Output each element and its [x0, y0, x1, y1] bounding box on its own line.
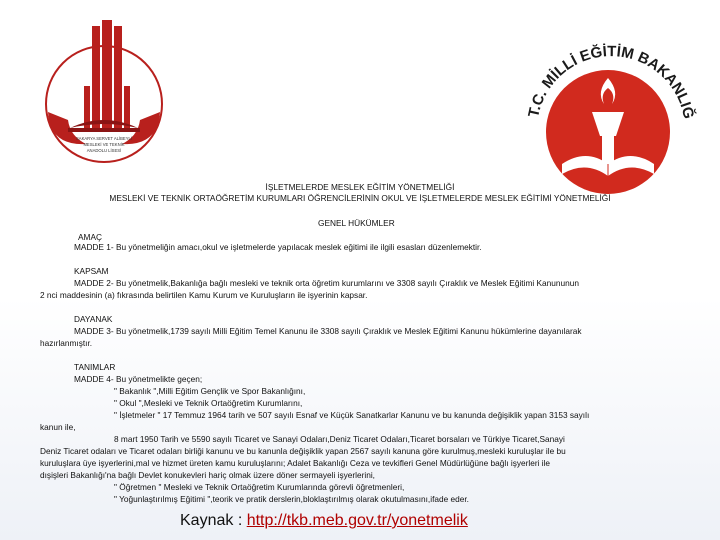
tanim-item: " Yoğunlaştırılmış Eğitimi ",teorik ve pratik derslerin,bloklaştırılmış olarak okutulmasını,ifade eder.	[114, 494, 469, 504]
dayanak-line2: hazırlanmıştır.	[40, 338, 93, 348]
source-label: Kaynak :	[180, 512, 247, 529]
document-title: İŞLETMELERDE MESLEK EĞİTİM YÖNETMELİĞİ	[265, 182, 455, 192]
tanim-item: " İşletmeler " 17 Temmuz 1964 tarih ve 507 sayılı Esnaf ve Küçük Sanatkarlar Kanunu ve bu kanunda değişiklik yapan 3153 sayılı	[114, 410, 590, 420]
tanim-paragraph-line: 8 mart 1950 Tarih ve 5590 sayılı Ticaret ve Sanayi Odaları,Deniz Ticaret Odaları,Ticaret borsaları ve Türkiye Ticaret,Sanayi	[114, 434, 565, 444]
dayanak-heading: DAYANAK	[74, 314, 113, 324]
school-logo-line1: SAKARYA SERVET ALİBEYLİ	[75, 136, 133, 141]
amac-text: MADDE 1- Bu yönetmeliğin amacı,okul ve işletmelerde yapılacak meslek eğitimi ile ilgili esasları düzenlemektir.	[74, 242, 482, 252]
school-logo-line2: MESLEKİ VE TEKNİK	[83, 142, 125, 147]
school-logo-line3: ANADOLU LİSESİ	[86, 148, 122, 153]
source-line	[180, 512, 468, 530]
kapsam-heading: KAPSAM	[74, 266, 109, 276]
meb-logo	[516, 14, 706, 196]
kapsam-line1: MADDE 2- Bu yönetmelik,Bakanlığa bağlı mesleki ve teknik orta öğretim kurumlarını ve 3308 sayılı Çıraklık ve Meslek Eğitimi Kanununun	[74, 278, 579, 288]
amac-heading: AMAÇ	[78, 232, 102, 242]
tanim-item: " Bakanlık ",Milli Eğitim Gençlik ve Spor Bakanlığını,	[114, 386, 306, 396]
tanimlar-heading: TANIMLAR	[74, 362, 116, 372]
meb-logo-ring-text: T.C. MİLLİ EĞİTİM BAKANLIĞ	[525, 43, 698, 121]
tanim-item: " Okul ",Mesleki ve Teknik Ortaöğretim Kurumlarını,	[114, 398, 303, 408]
tanim-paragraph-line: kuruluşlara üye işyerlerini,mal ve hizmet üreten kamu kuruluşlarını; Adalet Bakanlığı Ceza ve tevkifleri Genel Müdürlüğüne bağlı işyerleri ile	[40, 458, 551, 468]
source-link[interactable]: http://tkb.meb.gov.tr/yonetmelik	[246, 512, 468, 529]
tanim-paragraph-line: dışişleri Bakanlığı'na bağlı Devlet konukevleri hariç olmak üzere döner sermayeli işyerlerini,	[40, 470, 375, 480]
kapsam-line2: 2 nci maddesinin (a) fıkrasında belirtilen Kamu Kurum ve Kuruluşların ile işyerinin kapsar.	[40, 290, 368, 300]
tanim-item: " Öğretmen " Mesleki ve Teknik Ortaöğretim Kurumlarında görevli öğretmenleri,	[114, 482, 405, 492]
kanun-ile-text: kanun ile,	[40, 422, 76, 432]
tanim-paragraph-line: Deniz Ticaret odaları ve Ticaret odaları birliği kanunu ve bu kanunla değişiklik yapan 2567 sayılı kanuna göre kurulmuş,mesleki kuruluşlar ile bu	[40, 446, 566, 456]
section-title: GENEL HÜKÜMLER	[318, 218, 395, 228]
document-subtitle: MESLEKİ VE TEKNİK ORTAÖĞRETİM KURUMLARI ÖĞRENCİLERİNİN OKUL VE İŞLETMELERDE MESLEK EĞİTİMİ YÖNETMELİĞİ	[109, 193, 611, 203]
school-logo	[40, 16, 168, 186]
dayanak-line1: MADDE 3- Bu yönetmelik,1739 sayılı Milli Eğitim Temel Kanunu ile 3308 sayılı Çıraklık ve Meslek Eğitimi Kanunu hükümlerine dayanılarak	[74, 326, 582, 336]
tanimlar-intro: MADDE 4- Bu yönetmelikte geçen;	[74, 374, 203, 384]
